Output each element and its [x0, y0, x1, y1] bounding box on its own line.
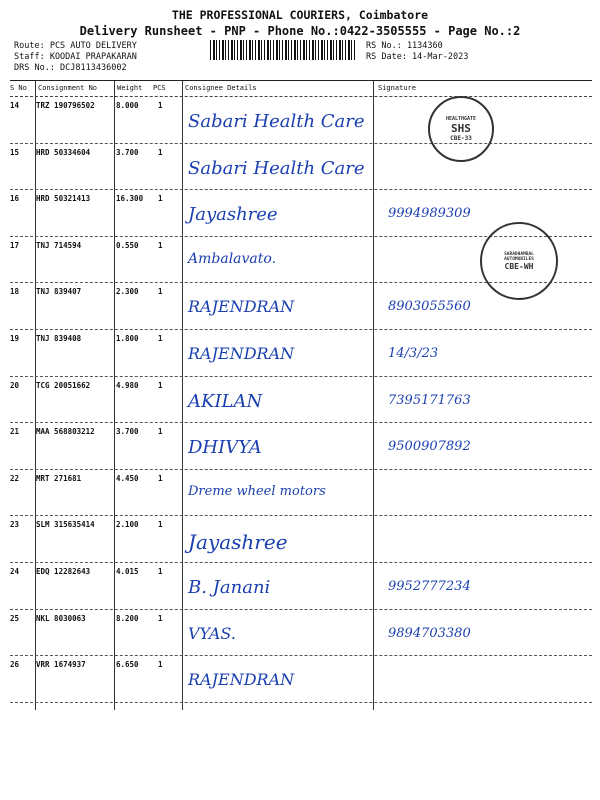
runsheet-subtitle: Delivery Runsheet - PNP - Phone No.:0422-3505555 - Page No.:2	[79, 24, 521, 38]
row-pcs: 1	[158, 613, 163, 623]
row-sno: 23	[10, 520, 20, 530]
consignee-handwriting: Dreme wheel motors	[188, 483, 326, 499]
row-weight: 8.200	[116, 613, 139, 623]
row-consignment: TCG 20051662	[36, 380, 91, 390]
row-pcs: 1	[158, 194, 163, 204]
barcode	[210, 40, 356, 60]
consignee-handwriting: DHIVYA	[188, 437, 262, 459]
signature-handwriting: 7395171763	[388, 392, 471, 408]
consignee-handwriting: Ambalavato.	[188, 250, 277, 267]
table-row	[10, 330, 592, 377]
consignee-handwriting: RAJENDRAN	[188, 297, 295, 317]
consignee-handwriting: B. Janani	[188, 576, 271, 598]
signature-handwriting: 9952777234	[388, 578, 471, 594]
row-weight: 0.550	[116, 240, 139, 250]
row-weight: 6.650	[116, 660, 139, 670]
saradhambal-stamp	[480, 222, 558, 300]
table-header	[10, 80, 592, 97]
stamp-bottom-text: CBE-33	[450, 135, 472, 142]
stamp-center-text: SHS	[451, 122, 471, 135]
table-row	[10, 97, 592, 144]
row-sno: 26	[10, 660, 20, 670]
consignee-handwriting: RAJENDRAN	[188, 343, 295, 363]
row-sno: 20	[10, 380, 20, 390]
table-row	[10, 516, 592, 563]
row-consignment: TNJ 839408	[36, 333, 82, 343]
row-pcs: 1	[158, 566, 163, 576]
signature-handwriting: 9994989309	[388, 206, 471, 222]
row-consignment: TNJ 714594	[36, 240, 82, 250]
col-signature: Signature	[378, 84, 416, 92]
row-weight: 2.100	[116, 520, 139, 530]
row-consignment: HRD 50334604	[36, 147, 91, 157]
signature-handwriting: 8903055560	[388, 299, 471, 315]
row-sno: 21	[10, 427, 20, 437]
row-pcs: 1	[158, 287, 163, 297]
route-label: Route: PCS AUTO DELIVERY	[14, 41, 137, 51]
row-weight: 1.800	[116, 333, 139, 343]
stamp-ring-text: SARADHAMBAL AUTOMOBILES	[504, 251, 534, 262]
row-sno: 19	[10, 333, 20, 343]
row-weight: 8.000	[116, 101, 139, 110]
table-row	[10, 423, 592, 470]
consignee-handwriting: Jayashree	[188, 204, 278, 226]
company-title: THE PROFESSIONAL COURIERS, Coimbatore	[171, 8, 429, 22]
row-consignment: MAA 568803212	[36, 427, 95, 437]
signature-handwriting: 14/3/23	[388, 345, 439, 361]
consignee-handwriting: RAJENDRAN	[188, 670, 295, 690]
row-pcs: 1	[158, 427, 163, 437]
row-consignment: MRT 271681	[36, 473, 82, 483]
row-weight: 3.700	[116, 147, 139, 157]
row-weight: 2.300	[116, 287, 139, 297]
row-pcs: 1	[158, 520, 163, 530]
row-pcs: 1	[158, 240, 163, 250]
row-sno: 24	[10, 566, 20, 576]
col-weight: Weight	[117, 84, 143, 92]
row-sno: 22	[10, 473, 20, 483]
healthgate-stamp	[428, 96, 494, 162]
rs-no-label: RS No.: 1134360	[366, 41, 443, 51]
signature-handwriting: 9500907892	[388, 439, 471, 455]
row-consignment: TNJ 839407	[36, 287, 82, 297]
col-consignment: Consignment No	[38, 84, 98, 92]
row-sno: 17	[10, 240, 20, 250]
table-row	[10, 144, 592, 191]
row-weight: 3.700	[116, 427, 139, 437]
row-sno: 25	[10, 613, 20, 623]
col-consignee: Consignee Details	[185, 84, 257, 92]
row-weight: 4.015	[116, 566, 139, 576]
row-consignment: EDQ 12282643	[36, 566, 91, 576]
row-consignment: VRR 1674937	[36, 660, 86, 670]
row-sno: 16	[10, 194, 20, 204]
row-weight: 4.980	[116, 380, 139, 390]
table-row	[10, 470, 592, 517]
row-pcs: 1	[158, 473, 163, 483]
stamp-ring-text: HEALTHGATE	[445, 116, 477, 122]
row-pcs: 1	[158, 660, 163, 670]
row-sno: 18	[10, 287, 20, 297]
runsheet-table	[10, 80, 592, 703]
table-row	[10, 377, 592, 424]
table-row	[10, 610, 592, 657]
signature-handwriting: 9894703380	[388, 625, 471, 641]
col-pcs: PCS	[153, 84, 166, 92]
row-pcs: 1	[158, 147, 163, 157]
drs-label: DRS No.: DCJ8113436002	[14, 63, 127, 73]
consignee-handwriting: AKILAN	[188, 390, 263, 412]
row-pcs: 1	[158, 101, 163, 110]
row-pcs: 1	[158, 380, 163, 390]
col-sno: S No	[10, 84, 27, 92]
consignee-handwriting: Sabari Health Care	[188, 157, 365, 179]
row-consignment: HRD 50321413	[36, 194, 91, 204]
row-sno: 14	[10, 101, 20, 110]
row-consignment: NKL 8030063	[36, 613, 86, 623]
row-consignment: SLM 315635414	[36, 520, 95, 530]
rs-date-label: RS Date: 14-Mar-2023	[366, 52, 469, 62]
consignee-handwriting: Sabari Health Care	[188, 111, 365, 132]
stamp-center-text: CBE-WH	[504, 261, 534, 271]
row-pcs: 1	[158, 333, 163, 343]
consignee-handwriting: VYAS.	[188, 623, 236, 643]
row-consignment: TRZ 190796502	[36, 101, 95, 110]
row-weight: 4.450	[116, 473, 139, 483]
table-row	[10, 656, 592, 703]
row-weight: 16.300	[116, 194, 144, 204]
table-row	[10, 563, 592, 610]
staff-label: Staff: KOODAI PRAPAKARAN	[14, 52, 137, 62]
consignee-handwriting: Jayashree	[188, 530, 288, 555]
row-sno: 15	[10, 147, 20, 157]
